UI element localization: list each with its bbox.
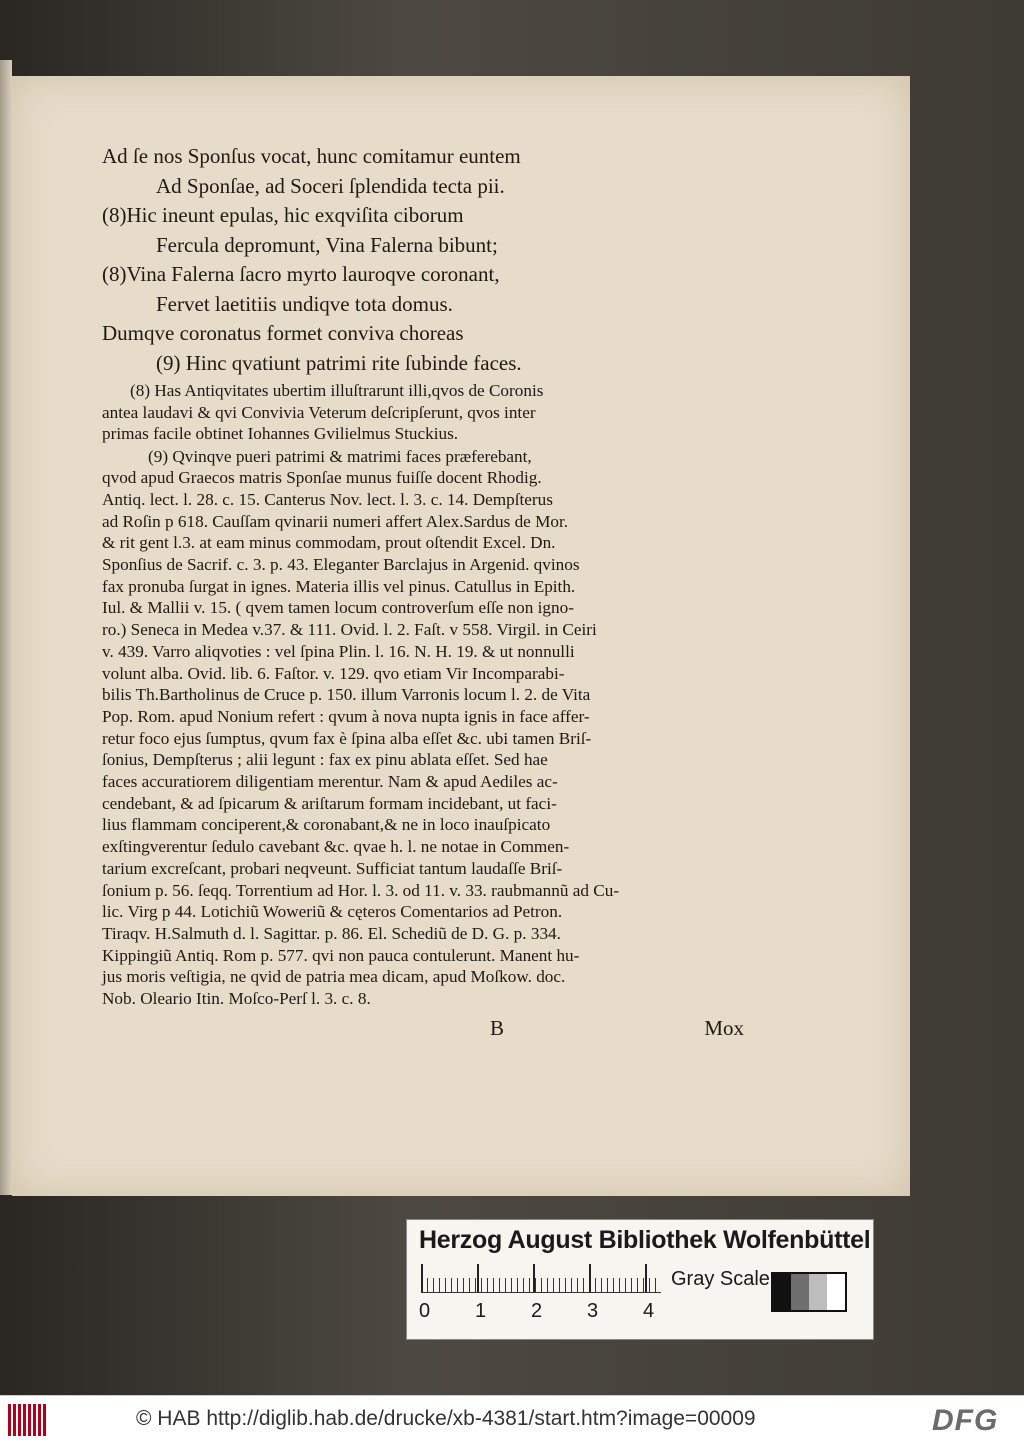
footnote-line: Sponſius de Sacrif. c. 3. p. 43. Eleganter Barclajus in Argenid. qvinos xyxy=(102,555,580,575)
verse-line: Ad ſe nos Sponſus vocat, hunc comitamur euntem xyxy=(102,144,521,168)
footnote-line: ad Roſin p 618. Cauſſam qvinarii numeri affert Alex.Sardus de Mor. xyxy=(102,511,569,531)
footnote-line: lic. Virg p 44. Lotichiũ Woweriũ & cęteros Comentarios ad Petron. xyxy=(102,902,563,922)
ruler-tick xyxy=(421,1264,423,1292)
verse-line: (8)Hic ineunt epulas, hic exqviſita ciborum xyxy=(102,203,464,227)
footnote-line: Pop. Rom. apud Nonium refert : qvum à nova nupta ignis in face affer- xyxy=(102,706,590,726)
color-calibration-card xyxy=(406,1219,874,1340)
ruler-tick xyxy=(477,1264,479,1292)
footnote-line: Nob. Oleario Itin. Moſco-Perſ l. 3. c. 8. xyxy=(102,989,371,1009)
footnote-line: cendebant, & ad ſpicarum & ariſtarum formam incidebant, ut faci- xyxy=(102,793,557,813)
footnote-line: ſonius, Dempſterus ; alii legunt : fax ex pinu ablata eſſet. Sed hae xyxy=(102,750,548,770)
footnote-line: exſtingverentur ſedulo cavebant &c. qvae h. l. ne notae in Commen- xyxy=(102,837,570,857)
footnote-line: tarium excreſcant, probari neqveunt. Sufficiat tantum laudaſſe Briſ- xyxy=(102,858,563,878)
gray-patch xyxy=(773,1274,791,1310)
ruler-tick xyxy=(645,1264,647,1292)
scale-ruler xyxy=(421,1264,661,1293)
ruler-tick xyxy=(589,1264,591,1292)
ruler-tick xyxy=(533,1264,535,1292)
footnote-8 xyxy=(102,380,742,445)
footnote-line: v. 439. Varro aliqvoties : vel ſpina Plin. l. 16. N. H. 19. & ut nonnulli xyxy=(102,641,575,661)
footnote-line: Iul. & Mallii v. 15. ( qvem tamen locum controverſum eſſe non igno- xyxy=(102,598,574,618)
footnote-9 xyxy=(102,446,742,1010)
library-name: Herzog August Bibliothek Wolfenbüttel xyxy=(419,1226,871,1254)
ruler-number: 2 xyxy=(531,1300,543,1322)
signature-mark: B xyxy=(490,1015,505,1040)
footnote-line: volunt alba. Ovid. lib. 6. Faſtor. v. 129. qvo etiam Vir Incomparabi- xyxy=(102,663,565,683)
ruler-number: 1 xyxy=(475,1300,487,1322)
gray-scale-label: Gray Scale xyxy=(671,1268,770,1290)
footnote-line: faces accuratiorem diligentiam merentur. Nam & apud Aediles ac- xyxy=(102,772,558,792)
ruler-number: 0 xyxy=(419,1300,431,1322)
poem-verses xyxy=(102,142,742,378)
footnote-line: qvod apud Graecos matris Sponſae munus fuiſſe docent Rhodig. xyxy=(102,468,542,488)
footnote-line: Antiq. lect. l. 28. c. 15. Canterus Nov. lect. l. 3. c. 14. Dempſterus xyxy=(102,489,553,509)
barcode-icon xyxy=(8,1404,46,1436)
catchword: Mox xyxy=(704,1015,744,1040)
footer-bar xyxy=(0,1395,1024,1444)
verse-line: Fercula depromunt, Vina Falerna bibunt; xyxy=(156,232,498,257)
footnote-line: primas facile obtinet Iohannes Gvilielmus Stuckius. xyxy=(102,424,459,443)
verse-line: Dumqve coronatus formet conviva choreas xyxy=(102,321,464,345)
footnote-line: bilis Th.Bartholinus de Cruce p. 150. illum Varronis locum l. 2. de Vita xyxy=(102,685,591,705)
footnote-line: (9) Qvinqve pueri patrimi & matrimi faces præferebant, xyxy=(148,446,532,466)
footnote-line: jus moris veſtigia, ne qvid de patria mea dicam, apud Moſkow. doc. xyxy=(102,967,566,987)
page-text xyxy=(102,142,742,1046)
footnote-line: lius flammam conciperent,& coronabant,& ne in loco inauſpicato xyxy=(102,815,551,835)
footnote-line: fax pronuba ſurgat in ignes. Materia illis vel pinus. Catullus in Epith. xyxy=(102,576,576,596)
footnote-line: ro.) Seneca in Medea v.37. & 111. Ovid. l. 2. Faſt. v 558. Virgil. in Ceiri xyxy=(102,620,597,640)
footnote-line: (8) Has Antiqvitates ubertim illuſtrarunt illi,qvos de Coronis xyxy=(130,381,544,400)
copyright-url[interactable]: © HAB http://diglib.hab.de/drucke/xb-4381/start.htm?image=00009 xyxy=(136,1407,756,1430)
verse-line: Fervet laetitiis undiqve tota domus. xyxy=(156,291,453,316)
gray-scale-swatch xyxy=(771,1272,847,1312)
footnote-line: & rit gent l.3. at eam minus commodam, prout oſtendit Excel. Dn. xyxy=(102,533,556,553)
verse-line: (9) Hinc qvatiunt patrimi rite ſubinde faces. xyxy=(156,350,522,375)
ruler-number: 3 xyxy=(587,1300,599,1322)
footnote-line: antea laudavi & qvi Convivia Veterum deſcripſerunt, qvos inter xyxy=(102,402,536,422)
dfg-logo: DFG xyxy=(932,1404,999,1437)
verse-line: Ad Sponſae, ad Soceri ſplendida tecta pii. xyxy=(156,173,505,198)
gray-patch xyxy=(827,1274,845,1310)
ruler-number: 4 xyxy=(643,1300,655,1322)
footnote-line: retur foco ejus ſumptus, qvum fax è ſpina alba eſſet &c. ubi tamen Briſ- xyxy=(102,728,592,748)
previous-page-edge xyxy=(0,60,12,1195)
footnote-line: Tiraqv. H.Salmuth d. l. Sagittar. p. 86. El. Schediũ de D. G. p. 334. xyxy=(102,923,561,943)
page-foot-line xyxy=(102,1016,742,1046)
gray-patch xyxy=(791,1274,809,1310)
verse-line: (8)Vina Falerna ſacro myrto lauroqve coronant, xyxy=(102,262,500,286)
footnote-line: ſonium p. 56. ſeqq. Torrentium ad Hor. l. 3. od 11. v. 33. raubmannũ ad Cu- xyxy=(102,880,620,900)
footnote-line: Kippingiũ Antiq. Rom p. 577. qvi non pauca contulerunt. Manent hu- xyxy=(102,945,580,965)
gray-patch xyxy=(809,1274,827,1310)
